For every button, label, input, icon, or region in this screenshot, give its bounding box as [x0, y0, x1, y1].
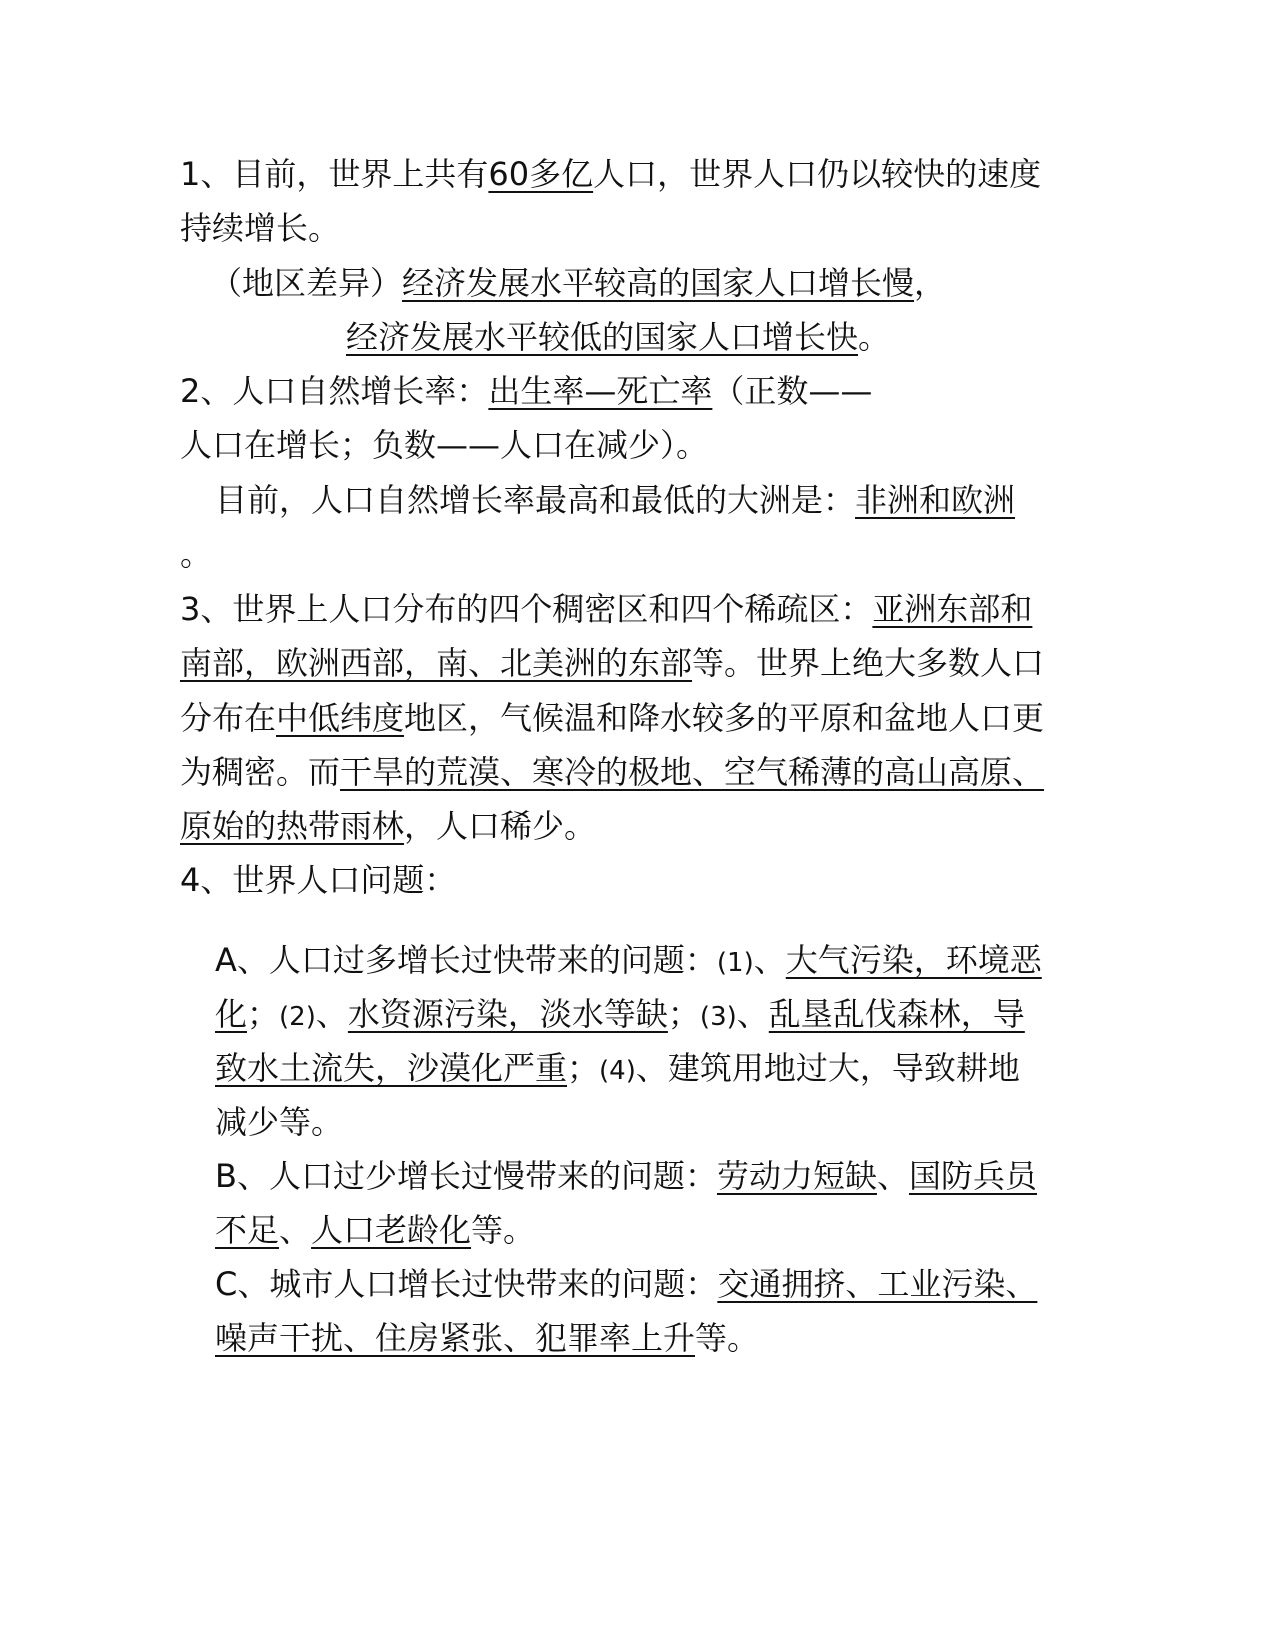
- answer-blank: 60多亿: [488, 155, 594, 193]
- text: 1、目前，世界上共有: [180, 155, 489, 193]
- item-1-line-4: [346, 317, 890, 357]
- text: 2、人口自然增长率：: [180, 372, 489, 410]
- text: B、人口过少增长过慢带来的问题：: [215, 1157, 717, 1195]
- text: 。: [180, 535, 213, 573]
- answer-blank: 亚洲东部和: [872, 590, 1033, 628]
- item-3-line-1: [180, 589, 1032, 629]
- text: 为稠密。而: [180, 753, 341, 791]
- answer-blank: 水资源污染，淡水等缺: [347, 995, 668, 1033]
- text: ；: [567, 1049, 600, 1087]
- text: 目前，人口自然增长率最高和最低的大洲是：: [215, 481, 856, 519]
- item-4a-line-3: [215, 1048, 1020, 1088]
- text: 等。世界上绝大多数人口: [692, 644, 1045, 682]
- item-4a-line-2: [215, 994, 1025, 1034]
- item-3-line-2: [180, 643, 1044, 683]
- text: 3、世界上人口分布的四个稠密区和四个稀疏区：: [180, 590, 873, 628]
- answer-blank: 劳动力短缺: [716, 1157, 877, 1195]
- text: 、: [279, 1211, 312, 1249]
- text: 持续增长。: [180, 209, 341, 247]
- text: 减少等。: [215, 1103, 344, 1141]
- text: 、: [736, 995, 769, 1033]
- text: ，人口稀少。: [404, 807, 597, 845]
- answer-blank: 原始的热带雨林: [180, 807, 405, 845]
- item-2-line-4: [180, 534, 212, 574]
- text: ；: [247, 995, 280, 1033]
- item-4a-line-4: [215, 1102, 343, 1142]
- item-1-line-1: [180, 154, 1041, 194]
- item-2-line-3: [215, 480, 1015, 520]
- enum-marker: (4): [599, 1056, 636, 1086]
- item-1-line-3: [210, 263, 946, 303]
- answer-blank: 交通拥挤、工业污染、: [717, 1265, 1038, 1303]
- text: （地区差异）: [210, 264, 403, 302]
- text: 、: [753, 941, 786, 979]
- enum-marker: (1): [716, 948, 754, 978]
- text: 等。: [471, 1211, 536, 1249]
- text: ，: [914, 264, 947, 302]
- item-4b-line-2: [215, 1210, 535, 1250]
- text: C、城市人口增长过快带来的问题：: [215, 1265, 718, 1303]
- enum-marker: (2): [279, 1002, 316, 1032]
- answer-blank: 化: [215, 995, 248, 1033]
- answer-blank: 致水土流失，沙漠化严重: [215, 1049, 568, 1087]
- answer-blank: 经济发展水平较高的国家人口增长慢: [402, 264, 915, 302]
- answer-blank: 噪声干扰、住房紧张、犯罪率上升: [215, 1319, 696, 1357]
- text: 人口在增长；负数——人口在减少）。: [180, 426, 709, 464]
- item-3-line-3: [180, 698, 1044, 738]
- text: ；: [667, 995, 700, 1033]
- text: （正数——: [712, 372, 873, 410]
- item-4c-line-1: [215, 1264, 1037, 1304]
- text: 、建筑用地过大，导致耕地: [635, 1049, 1020, 1087]
- text: 人口，世界人口仍以较快的速度: [593, 155, 1042, 193]
- item-3-line-5: [180, 806, 596, 846]
- answer-blank: 不足: [215, 1211, 280, 1249]
- answer-blank: 出生率—死亡率: [488, 372, 713, 410]
- text: 、: [876, 1157, 909, 1195]
- text: 4、世界人口问题：: [180, 861, 457, 899]
- text: 。: [858, 318, 891, 356]
- item-4-heading: [180, 860, 456, 900]
- item-4c-line-2: [215, 1318, 759, 1358]
- enum-marker: (3): [699, 1002, 737, 1032]
- answer-blank: 人口老龄化: [311, 1211, 472, 1249]
- item-2-line-2: [180, 425, 708, 465]
- item-4a-line-1: [215, 940, 1042, 980]
- answer-blank: 南部，欧洲西部，南、北美洲的东部: [180, 644, 693, 682]
- answer-blank: 乱垦乱伐森林，导: [768, 995, 1025, 1033]
- text: 地区，气候温和降水较多的平原和盆地人口更: [404, 699, 1045, 737]
- answer-blank: 非洲和欧洲: [855, 481, 1016, 519]
- item-2-line-1: [180, 371, 872, 411]
- text: 等。: [695, 1319, 760, 1357]
- text: A、人口过多增长过快带来的问题：: [215, 941, 717, 979]
- item-1-line-2: [180, 208, 340, 248]
- answer-blank: 大气污染，环境恶: [785, 941, 1042, 979]
- item-4b-line-1: [215, 1156, 1037, 1196]
- text: 分布在: [180, 699, 277, 737]
- answer-blank: 干旱的荒漠、寒冷的极地、空气稀薄的高山高原、: [340, 753, 1045, 791]
- answer-blank: 国防兵员: [909, 1157, 1038, 1195]
- item-3-line-4: [180, 752, 1044, 792]
- answer-blank: 中低纬度: [276, 699, 405, 737]
- answer-blank: 经济发展水平较低的国家人口增长快: [346, 318, 859, 356]
- text: 、: [315, 995, 348, 1033]
